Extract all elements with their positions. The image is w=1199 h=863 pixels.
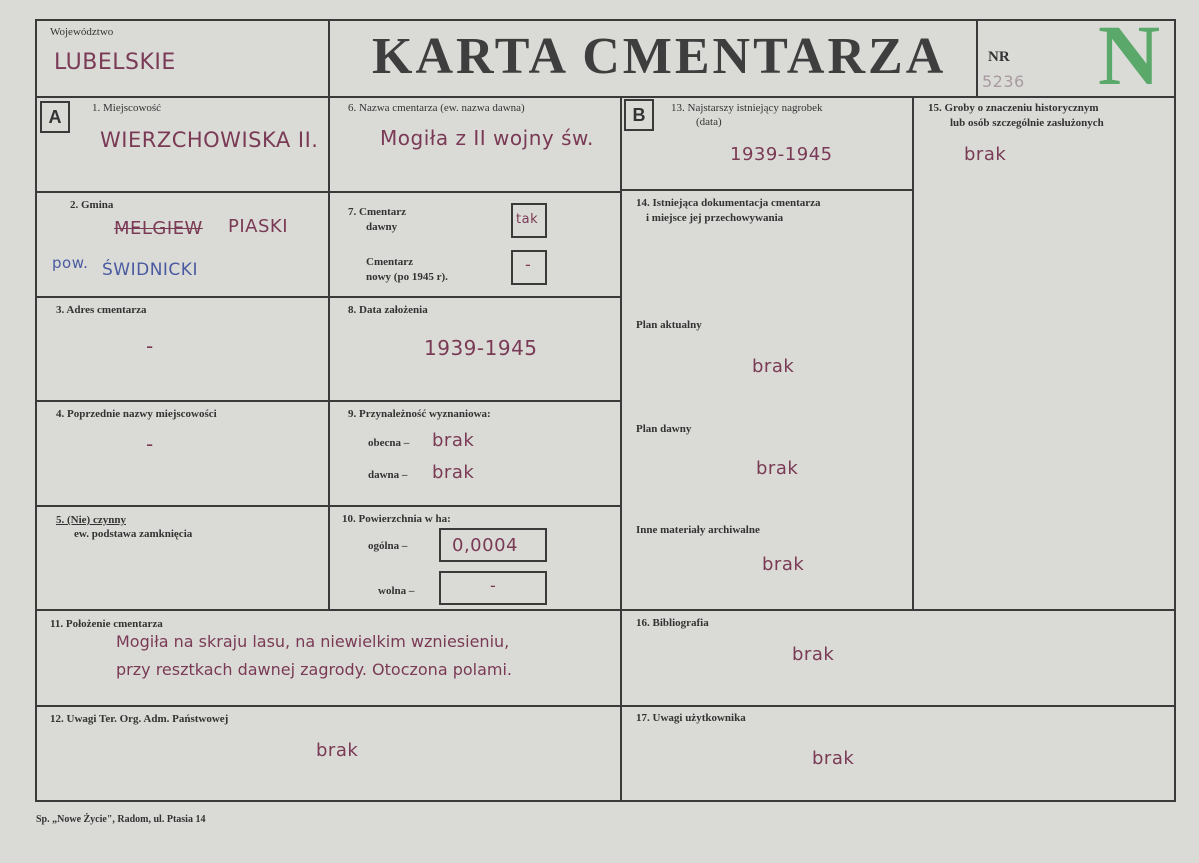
field-2-pow-prefix: pow.: [52, 254, 89, 272]
row-line: [35, 191, 620, 193]
field-15-label-b: lub osób szczególnie zasłużonych: [950, 117, 1104, 129]
section-b-box: B: [624, 99, 654, 131]
header-bottom-line: [35, 96, 1176, 98]
header-divider: [328, 19, 330, 97]
field-1-value: WIERZCHOWISKA II.: [100, 128, 319, 152]
plan-dawny-value: brak: [756, 458, 799, 479]
plan-dawny-label: Plan dawny: [636, 423, 692, 435]
field-6-label: 6. Nazwa cmentarza (ew. nazwa dawna): [348, 102, 525, 114]
field-7-nowy-b: nowy (po 1945 r).: [366, 271, 448, 283]
stamp-letter: N: [1098, 7, 1161, 103]
field-15-label-a: 15. Groby o znaczeniu historycznym: [928, 102, 1099, 114]
field-2-pow-value: ŚWIDNICKI: [102, 260, 198, 280]
field-10-ogolna-value: 0,0004: [452, 535, 518, 556]
field-9-dawna-value: brak: [432, 462, 475, 483]
field-14-label-b: i miejsce jej przechowywania: [646, 212, 784, 224]
field-16-value: brak: [792, 644, 835, 665]
field-10-ogolna-label: ogólna –: [368, 540, 408, 552]
field-1-label: 1. Miejscowość: [92, 102, 162, 114]
field-3-value: -: [146, 334, 154, 358]
field-6-value: Mogiła z II wojny św.: [380, 126, 594, 150]
page-title: KARTA CMENTARZA: [372, 28, 947, 85]
field-12-value: brak: [316, 740, 359, 761]
row-line: [35, 505, 620, 507]
column-divider: [328, 96, 330, 610]
field-5-label: 5. (Nie) czynny: [56, 514, 126, 526]
field-12-label: 12. Uwagi Ter. Org. Adm. Państwowej: [50, 713, 229, 725]
field-4-value: -: [146, 432, 154, 456]
field-9-obecna-label: obecna –: [368, 437, 410, 449]
field-7-nowy-value: -: [525, 255, 532, 274]
field-7-nowy-a: Cmentarz: [366, 256, 414, 268]
field-7-dawny-value: tak: [516, 212, 539, 227]
field-16-label: 16. Bibliografia: [636, 617, 709, 629]
field-8-label: 8. Data założenia: [348, 304, 428, 316]
field-11-line2: przy resztkach dawnej zagrody. Otoczona polami.: [116, 660, 513, 679]
field-10-wolna-label: wolna –: [378, 585, 415, 597]
field-5-sub: ew. podstawa zamknięcia: [74, 528, 193, 540]
field-4-label: 4. Poprzednie nazwy miejscowości: [56, 408, 217, 420]
field-11-label: 11. Położenie cmentarza: [50, 618, 163, 630]
field-13-value: 1939-1945: [730, 144, 833, 165]
field-13-label-a: 13. Najstarszy istniejący nagrobek: [671, 102, 823, 114]
field-7-label-b: dawny: [366, 221, 398, 233]
field-10-wolna-value: -: [490, 576, 497, 595]
field-15-value: brak: [964, 144, 1007, 165]
voivodeship-label: Województwo: [50, 26, 114, 38]
field-17-label: 17. Uwagi użytkownika: [636, 712, 746, 724]
row-line: [620, 189, 912, 191]
field-2-label: 2. Gmina: [70, 199, 114, 211]
field-9-obecna-value: brak: [432, 430, 475, 451]
field-11-line1: Mogiła na skraju lasu, na niewielkim wzniesieniu,: [116, 632, 510, 651]
column-divider: [620, 96, 622, 802]
field-14-label-a: 14. Istniejąca dokumentacja cmentarza: [636, 197, 821, 209]
row-line: [35, 705, 1176, 707]
nr-label: NR: [988, 49, 1010, 65]
row-line: [35, 609, 1176, 611]
field-13-label-b: (data): [696, 116, 722, 128]
column-divider: [912, 96, 914, 610]
printer-imprint: Sp. „Nowe Życie", Radom, ul. Ptasia 14: [36, 814, 206, 825]
field-2-value: PIASKI: [228, 216, 289, 237]
field-9-label: 9. Przynależność wyznaniowa:: [348, 408, 491, 420]
plan-aktualny-value: brak: [752, 356, 795, 377]
field-3-label: 3. Adres cmentarza: [56, 304, 147, 316]
field-9-dawna-label: dawna –: [368, 469, 408, 481]
voivodeship-value: LUBELSKIE: [54, 50, 176, 75]
inne-label: Inne materiały archiwalne: [636, 524, 760, 536]
field-2-struck: MELGIEW: [114, 218, 203, 239]
field-8-value: 1939-1945: [424, 336, 538, 360]
field-7-label-a: 7. Cmentarz: [348, 206, 407, 218]
header-divider: [976, 19, 978, 97]
field-10-label: 10. Powierzchnia w ha:: [342, 513, 451, 525]
nr-value: 5236: [982, 72, 1025, 91]
row-line: [35, 400, 620, 402]
field-17-value: brak: [812, 748, 855, 769]
plan-aktualny-label: Plan aktualny: [636, 319, 702, 331]
inne-value: brak: [762, 554, 805, 575]
section-a-box: A: [40, 101, 70, 133]
row-line: [35, 296, 620, 298]
